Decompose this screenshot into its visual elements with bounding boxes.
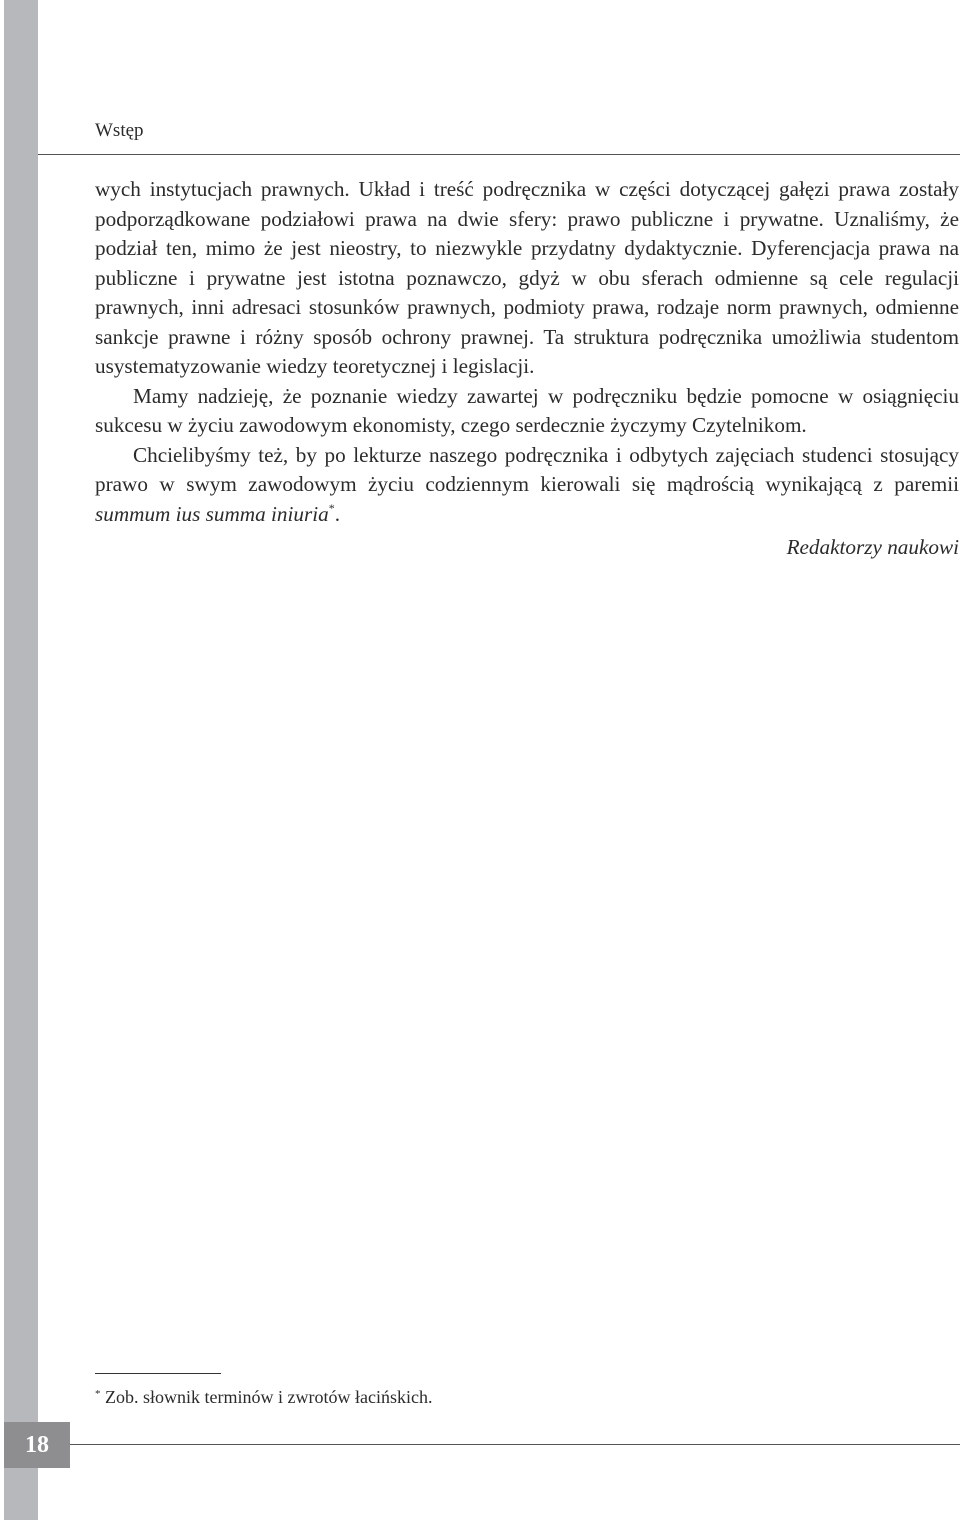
footnote [95,1387,432,1408]
paragraph-1: wych instytucjach prawnych. Układ i treść podręcznika w części dotyczącej gałęzi prawa zostały podporządkowane podziałowi prawa na dwie sfery: prawo publiczne i prywatne. Uznaliśmy, że podział ten, mimo że jest nieostry, to niezwykle przydatny dydaktycznie. Dyferencjacja prawa na publiczne i prywatne jest istotna poznawczo, gdyż w obu sferach odmienne są cele regulacji prawnych, inni adresaci stosunków prawnych, podmioty prawa, rodzaje norm prawnych, odmienne sankcje prawne i różny sposób ochrony prawnej. Ta struktura podręcznika umożliwia studentom usystematyzowanie wiedzy teoretycznej i legislacji. [95,177,959,378]
paragraph-2: Mamy nadzieję, że poznanie wiedzy zawartej w podręczniku będzie pomocne w osiągnięciu sukcesu w życiu zawodowym ekonomisty, czego serdecznie życzymy Czytelnikom. [95,383,959,437]
signature: Redaktorzy naukowi [786,535,959,559]
footnote-text: Zob. słownik terminów i zwrotów łacińskich. [100,1387,433,1407]
latin-maxim: summum ius summa iniuria [95,501,329,526]
footer-rule [70,1444,960,1445]
side-margin-bar [4,0,38,1520]
paragraph-3 [95,441,959,530]
header-rule [38,154,960,155]
footnote-marker: * [95,1388,101,1400]
footnote-ref-marker: * [328,500,335,515]
footnote-rule [95,1373,221,1374]
paragraph-3-end: . [334,501,340,526]
page-number: 18 [4,1422,70,1468]
main-text [95,175,959,563]
running-head: Wstęp [95,120,144,141]
paragraph-3-text: Chcielibyśmy też, by po lekturze naszego podręcznika i odbytych zajęciach studenci stosujący prawo w swym zawodowym życiu codziennym kierowali się mądrością wynikającą z paremii [95,442,959,496]
